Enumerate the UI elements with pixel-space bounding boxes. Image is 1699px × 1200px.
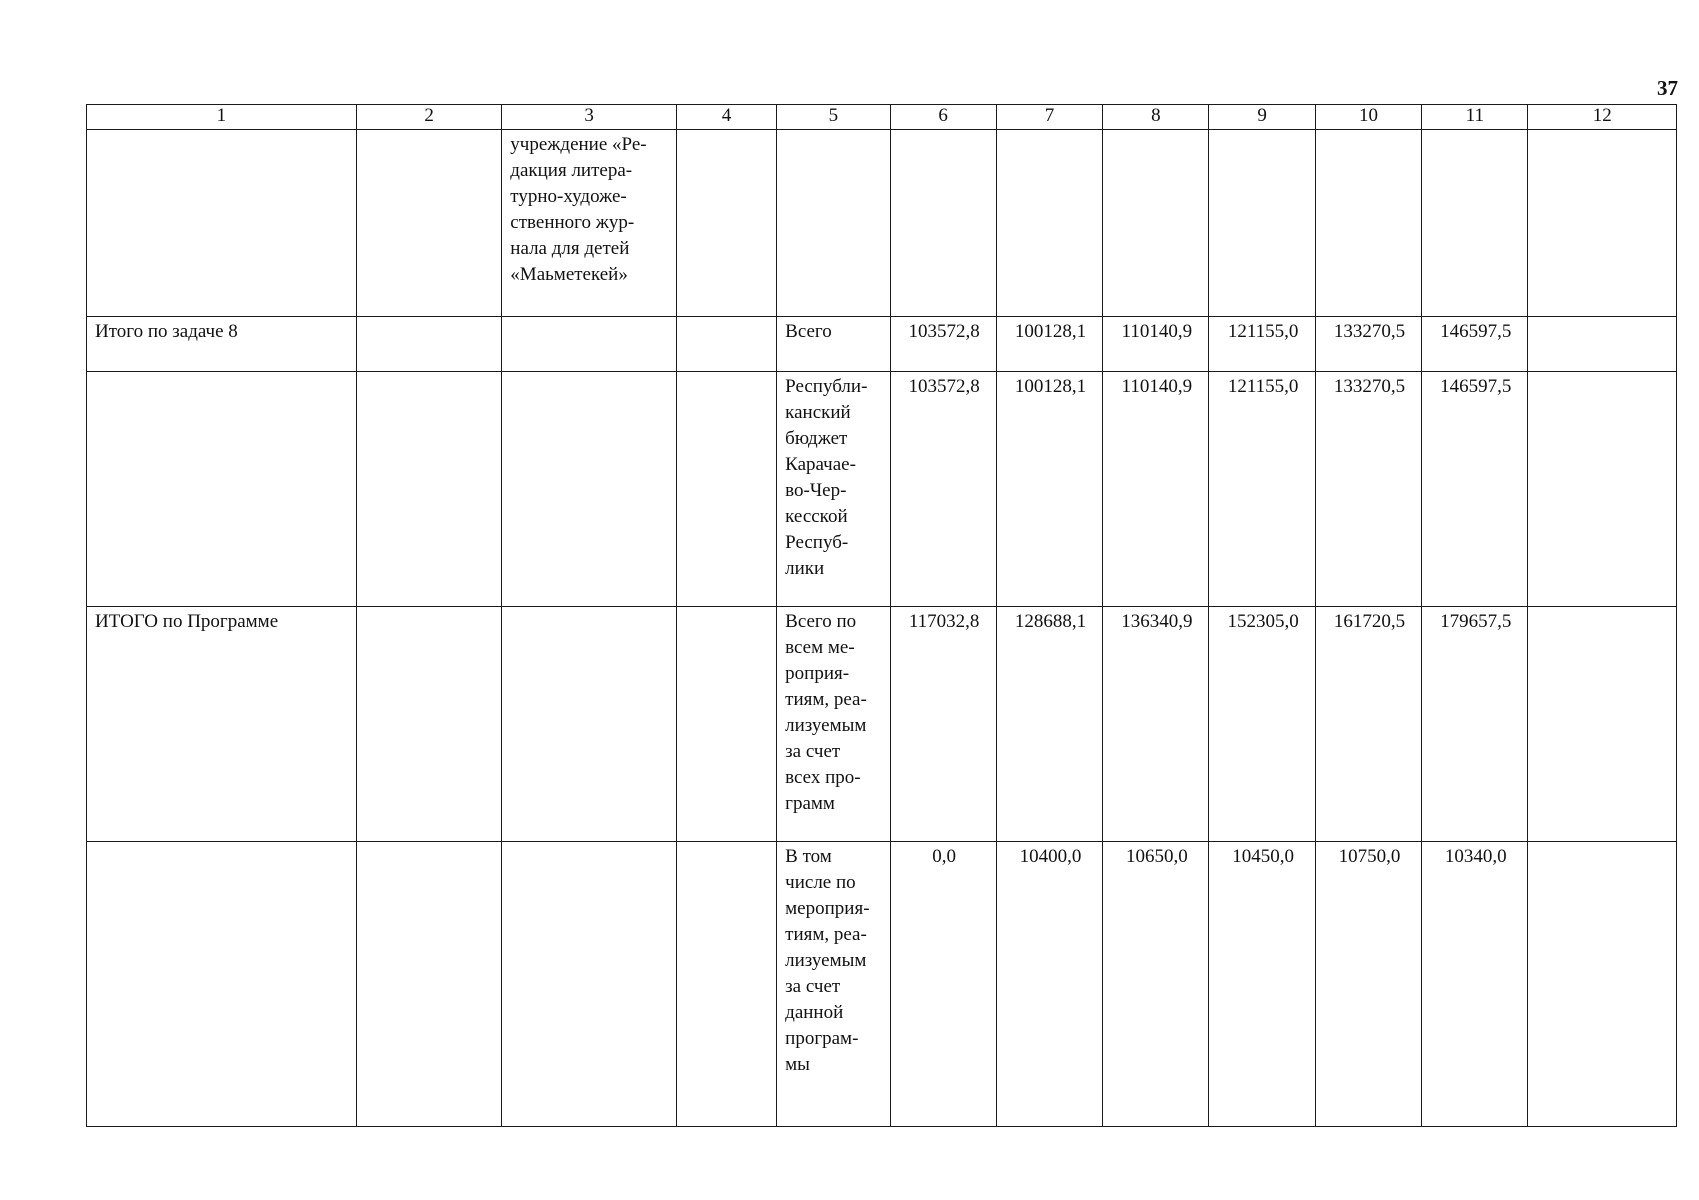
budget-table: [86, 104, 1677, 1127]
value-cell: 152305,0: [1209, 607, 1315, 842]
task8-total-row: [87, 317, 1677, 372]
value-cell: 179657,5: [1422, 607, 1528, 842]
row-title-cell: Итого по задаче 8: [87, 317, 357, 372]
value-cell: 10450,0: [1209, 842, 1315, 1127]
column-number: 9: [1209, 105, 1315, 130]
funding-source-cell: [777, 130, 890, 317]
value-cell: 161720,5: [1315, 607, 1421, 842]
column-number: 1: [87, 105, 357, 130]
column-number: 6: [890, 105, 996, 130]
value-cell: 110140,9: [1103, 317, 1209, 372]
table-cell: [1528, 842, 1677, 1127]
institution-row: [87, 130, 1677, 317]
description-cell: [502, 372, 677, 607]
row-title-cell: [87, 842, 357, 1127]
funding-source-cell: Всего по всем ме- роприя- тиям, реа- лизуемым за счет всех про- грамм: [777, 607, 890, 842]
value-cell: 136340,9: [1103, 607, 1209, 842]
column-number: 11: [1422, 105, 1528, 130]
table-cell: [1528, 130, 1677, 317]
value-cell: [996, 130, 1102, 317]
value-cell: [1315, 130, 1421, 317]
value-cell: [1209, 130, 1315, 317]
row-title-cell: [87, 372, 357, 607]
value-cell: 103572,8: [890, 372, 996, 607]
republic-budget-row: [87, 372, 1677, 607]
table-cell: [356, 372, 501, 607]
column-number: 5: [777, 105, 890, 130]
value-cell: 110140,9: [1103, 372, 1209, 607]
column-number: 12: [1528, 105, 1677, 130]
table-cell: [1528, 317, 1677, 372]
column-number: 4: [676, 105, 776, 130]
table-cell: [356, 842, 501, 1127]
program-total-row: [87, 607, 1677, 842]
description-cell: [502, 317, 677, 372]
value-cell: 121155,0: [1209, 372, 1315, 607]
column-number: 7: [996, 105, 1102, 130]
description-cell: [502, 607, 677, 842]
value-cell: 100128,1: [996, 372, 1102, 607]
value-cell: 128688,1: [996, 607, 1102, 842]
value-cell: 10650,0: [1103, 842, 1209, 1127]
value-cell: [890, 130, 996, 317]
value-cell: 133270,5: [1315, 317, 1421, 372]
value-cell: [1422, 130, 1528, 317]
column-number-row: [87, 105, 1677, 130]
value-cell: 10750,0: [1315, 842, 1421, 1127]
table-cell: [676, 130, 776, 317]
table-cell: [1528, 372, 1677, 607]
value-cell: 121155,0: [1209, 317, 1315, 372]
value-cell: 10340,0: [1422, 842, 1528, 1127]
row-title-cell: ИТОГО по Программе: [87, 607, 357, 842]
table-cell: [676, 372, 776, 607]
column-number: 10: [1315, 105, 1421, 130]
table-cell: [676, 607, 776, 842]
table-cell: [356, 607, 501, 842]
value-cell: 117032,8: [890, 607, 996, 842]
value-cell: 100128,1: [996, 317, 1102, 372]
table-cell: [356, 130, 501, 317]
description-cell: [502, 842, 677, 1127]
value-cell: [1103, 130, 1209, 317]
column-number: 8: [1103, 105, 1209, 130]
program-own-row: [87, 842, 1677, 1127]
page-number: 37: [1657, 76, 1678, 100]
table-cell: [1528, 607, 1677, 842]
value-cell: 0,0: [890, 842, 996, 1127]
funding-source-cell: Республи- канский бюджет Карачае- во-Чер- кесской Респуб- лики: [777, 372, 890, 607]
table-cell: [356, 317, 501, 372]
table-cell: [676, 842, 776, 1127]
description-cell: учреждение «Ре- дакция литера- турно-художе- ственного жур- нала для детей «Маьметекей»: [502, 130, 677, 317]
value-cell: 10400,0: [996, 842, 1102, 1127]
row-title-cell: [87, 130, 357, 317]
value-cell: 103572,8: [890, 317, 996, 372]
column-number: 2: [356, 105, 501, 130]
value-cell: 146597,5: [1422, 372, 1528, 607]
funding-source-cell: В том числе по мероприя- тиям, реа- лизуемым за счет данной програм- мы: [777, 842, 890, 1127]
value-cell: 133270,5: [1315, 372, 1421, 607]
table-cell: [676, 317, 776, 372]
funding-source-cell: Всего: [777, 317, 890, 372]
column-number: 3: [502, 105, 677, 130]
value-cell: 146597,5: [1422, 317, 1528, 372]
